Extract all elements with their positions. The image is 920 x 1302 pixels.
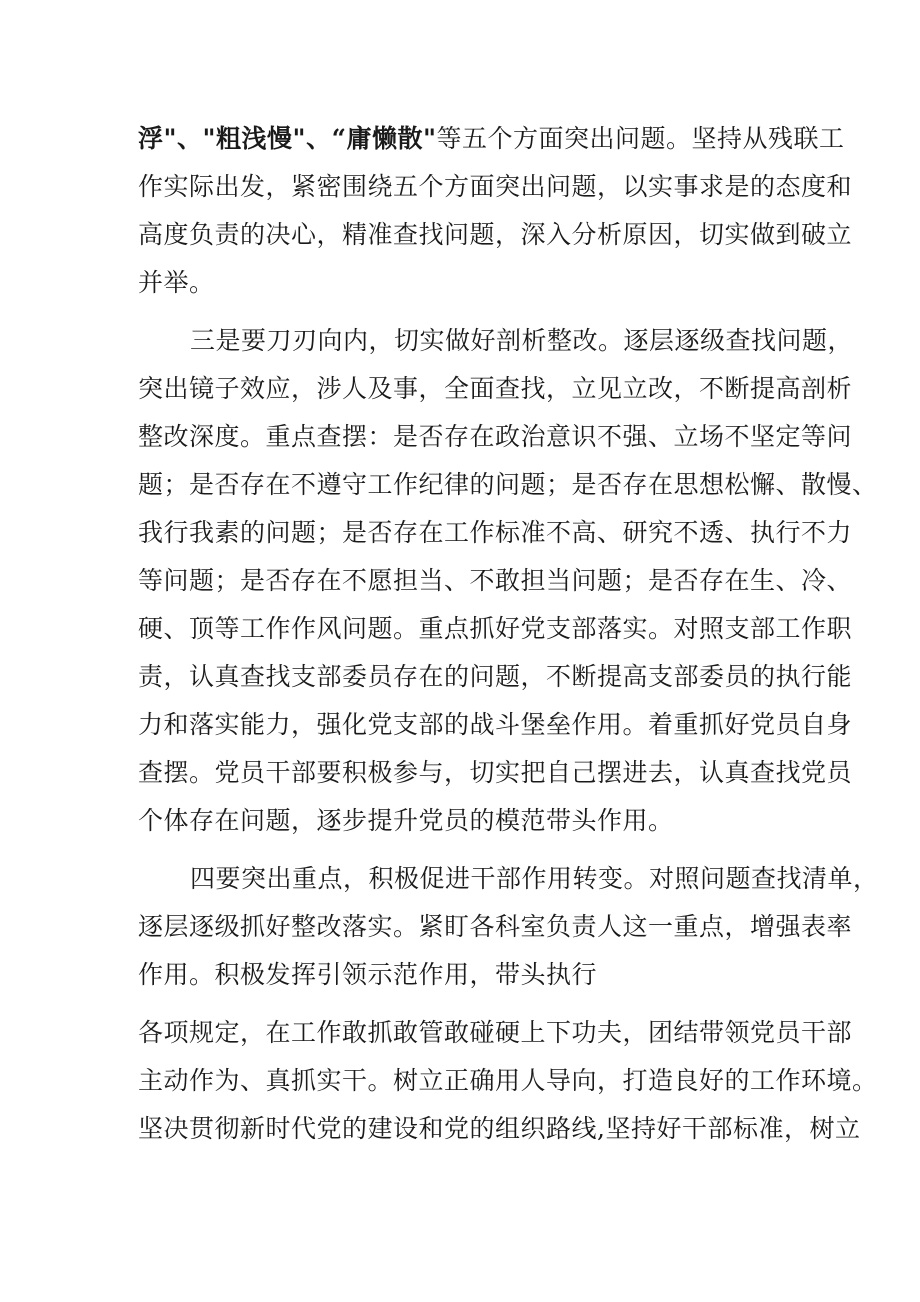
- paragraph-2-line-11: 个体存在问题，逐步提升党员的模范带头作用。: [138, 806, 674, 835]
- paragraph-4-line-1: 各项规定，在工作敢抓敢管敢碰硬上下功夫，团结带领党员干部: [138, 1018, 853, 1047]
- paragraph-1-line-3: 高度负责的决心，精准查找问题，深入分析原因，切实做到破立: [138, 220, 853, 249]
- paragraph-2-line-5: 我行我素的问题；是否存在工作标准不高、研究不透、执行不力: [138, 518, 853, 547]
- paragraph-3-line-3: 作用。积极发挥引领示范作用，带头执行: [138, 960, 598, 989]
- paragraph-1-line-4: 并举。: [138, 268, 215, 297]
- paragraph-1: [138, 115, 853, 307]
- paragraph-1-line-1: [138, 115, 845, 163]
- paragraph-4-line-2: 主动作为、真抓实干。树立正确用人导向，打造良好的工作环境。: [138, 1066, 878, 1095]
- text-span: 等五个方面突出问题。坚持从残联工: [436, 124, 845, 153]
- paragraph-2: [138, 317, 878, 845]
- paragraph-3-line-2: 逐层逐级抓好整改落实。紧盯各科室负责人这一重点，增强表率: [138, 912, 853, 941]
- paragraph-2-line-10: 查摆。党员干部要积极参与，切实把自己摆进去，认真查找党员: [138, 758, 853, 787]
- paragraph-3-line-1: 四要突出重点，积极促进干部作用转变。对照问题查找清单，: [190, 864, 879, 893]
- paragraph-2-line-2: 突出镜子效应，涉人及事，全面查找，立见立改，不断提高剖析: [138, 374, 853, 403]
- paragraph-3: [138, 855, 879, 999]
- paragraph-4-line-3: 坚决贯彻新时代党的建设和党的组织路线,坚持好干部标准，树立: [138, 1114, 861, 1143]
- paragraph-2-line-7: 硬、顶等工作作风问题。重点抓好党支部落实。对照支部工作职: [138, 614, 853, 643]
- paragraph-4: [138, 1009, 878, 1153]
- paragraph-2-line-3: 整改深度。重点查摆：是否存在政治意识不强、立场不坚定等问: [138, 422, 853, 451]
- paragraph-2-line-4: 题；是否存在不遵守工作纪律的问题；是否存在思想松懈、散慢、: [138, 470, 878, 499]
- paragraph-2-line-1: 三是要刀刃向内，切实做好剖析整改。逐层逐级查找问题，: [190, 326, 854, 355]
- bold-text: 浮"、"粗浅慢"、“庸懒散": [138, 124, 437, 153]
- paragraph-2-line-9: 力和落实能力，强化党支部的战斗堡垒作用。着重抓好党员自身: [138, 710, 853, 739]
- paragraph-2-line-6: 等问题；是否存在不愿担当、不敢担当问题；是否存在生、冷、: [138, 566, 853, 595]
- paragraph-1-line-2: 作实际出发，紧密围绕五个方面突出问题，以实事求是的态度和: [138, 172, 853, 201]
- paragraph-2-line-8: 责，认真查找支部委员存在的问题，不断提高支部委员的执行能: [138, 662, 853, 691]
